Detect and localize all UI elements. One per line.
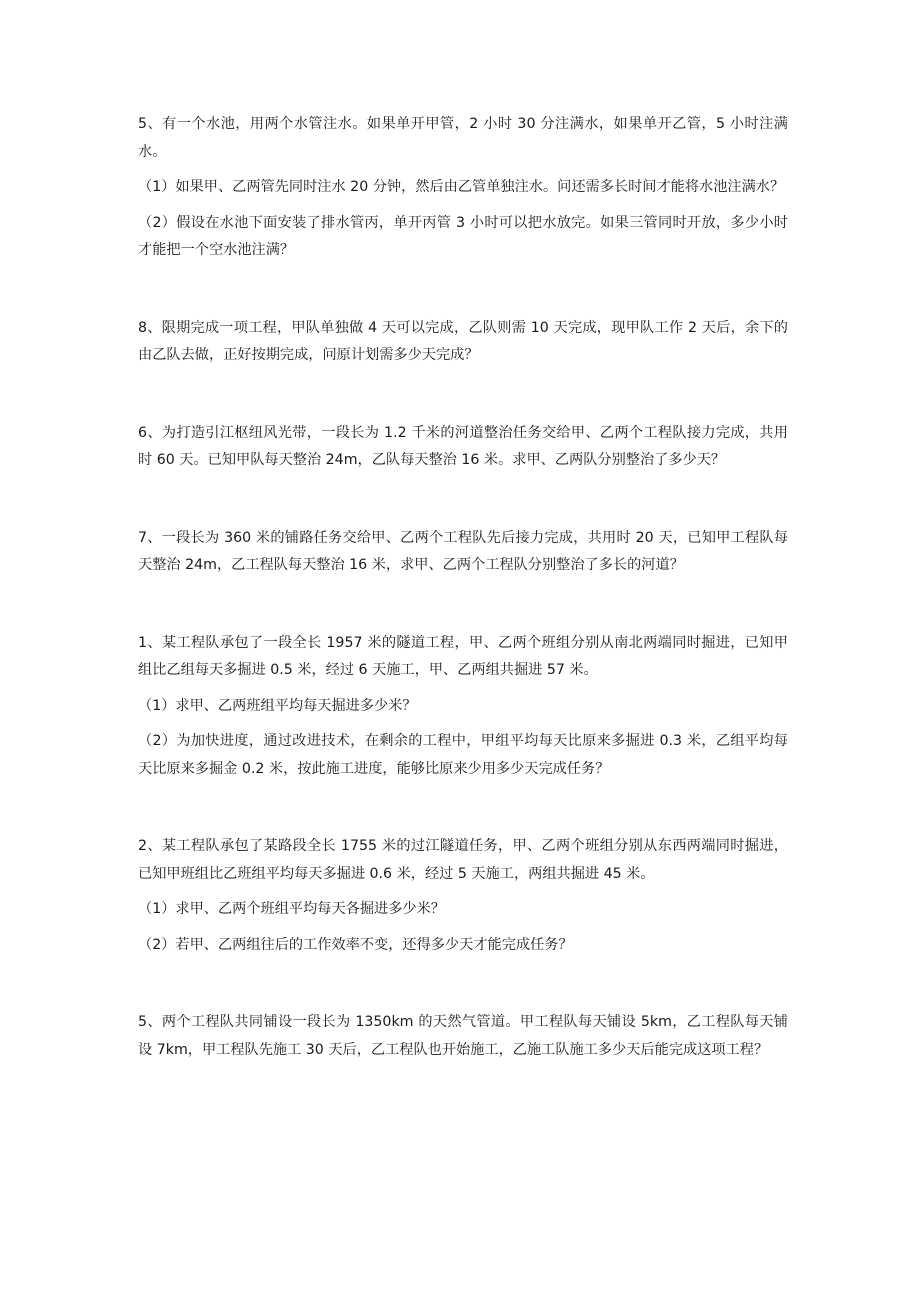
- sub-question-2: （2）为加快进度，通过改进技术，在剩余的工程中，甲组平均每天比原来多掘进 0.3 米，乙组平均每天比原来多掘金 0.2 米，按此施工进度，能够比原来少用多少天完成任务？: [138, 733, 788, 777]
- problem-8-deadline: [138, 315, 788, 370]
- problem-stem: 5、有一个水池，用两个水管注水。如果单开甲管，2 小时 30 分注满水，如果单开乙管，5 小时注满水。: [138, 116, 788, 160]
- problem-2-river-tunnel: [138, 833, 788, 959]
- problem-stem: 8、限期完成一项工程，甲队单独做 4 天可以完成，乙队则需 10 天完成，现甲队工作 2 天后，余下的由乙队去做，正好按期完成，问原计划需多少天完成？: [138, 319, 788, 363]
- problem-stem: 7、一段长为 360 米的铺路任务交给甲、乙两个工程队先后接力完成，共用时 20 天，已知甲工程队每天整治 24m，乙工程队每天整治 16 米，求甲、乙两个工程队分别整治了多长的河道？: [138, 529, 788, 573]
- sub-question-1: （1）如果甲、乙两管先同时注水 20 分钟，然后由乙管单独注水。问还需多长时间才能将水池注满水？: [138, 179, 785, 195]
- sub-question-2: （2）若甲、乙两组往后的工作效率不变，还得多少天才能完成任务？: [138, 936, 573, 953]
- sub-question-1: （1）求甲、乙两班组平均每天掘进多少米？: [138, 697, 417, 714]
- problem-1-tunnel: [138, 630, 788, 784]
- sub-question-1: （1）求甲、乙两个班组平均每天各掘进多少米？: [138, 901, 445, 917]
- problem-5-gas-pipeline: [138, 1009, 788, 1064]
- document-content: [138, 111, 788, 1064]
- problem-7-paving: [138, 525, 788, 580]
- sub-question-2: （2）假设在水池下面安装了排水管丙，单开丙管 3 小时可以把水放完。如果三管同时开放，多少小时才能把一个空水池注满？: [138, 214, 788, 258]
- problem-5-water-tank: [138, 111, 788, 265]
- problem-stem: 1、某工程队承包了一段全长 1957 米的隧道工程，甲、乙两个班组分别从南北两端同时掘进，已知甲组比乙组每天多掘进 0.5 米，经过 6 天施工，甲、乙两组共掘进 57 米。: [138, 634, 788, 678]
- problem-stem: 5、两个工程队共同铺设一段长为 1350km 的天然气管道。甲工程队每天铺设 5km，乙工程队每天铺设 7km，甲工程队先施工 30 天后，乙工程队也开始施工，乙施工队施工多少天后能完成这项工程？: [138, 1014, 788, 1058]
- problem-stem: 6、为打造引江枢纽风光带，一段长为 1.2 千米的河道整治任务交给甲、乙两个工程队接力完成，共用时 60 天。已知甲队每天整治 24m，乙队每天整治 16 米。求甲、乙两队分别整治了多少天？: [138, 424, 788, 468]
- problem-stem: 2、某工程队承包了某路段全长 1755 米的过江隧道任务，甲、乙两个班组分别从东西两端同时掘进，已知甲班组比乙班组平均每天多掘进 0.6 米，经过 5 天施工，两组共掘进 45 米。: [138, 838, 788, 882]
- problem-6-river: [138, 420, 788, 475]
